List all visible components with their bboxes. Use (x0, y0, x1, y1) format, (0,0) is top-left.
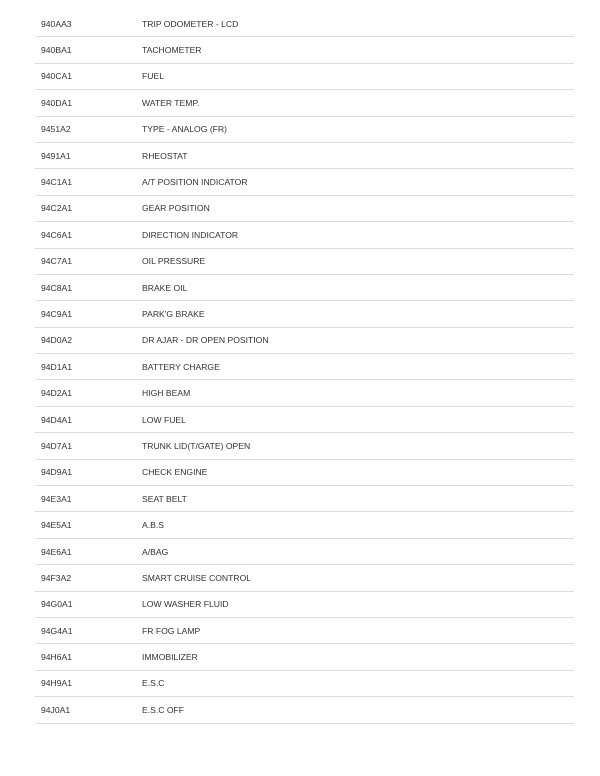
table-row (35, 671, 574, 697)
table-row (35, 275, 574, 301)
code-table (35, 11, 574, 724)
table-row (35, 380, 574, 406)
row-code: 94C9A1 (41, 308, 73, 319)
row-description: A.B.S (142, 520, 164, 531)
row-code: 940BA1 (41, 45, 72, 56)
row-description: SMART CRUISE CONTROL (142, 572, 252, 583)
row-code: 94C6A1 (41, 229, 73, 240)
table-row (35, 222, 574, 248)
row-code: 94D9A1 (41, 467, 73, 478)
row-description: FR FOG LAMP (142, 625, 201, 636)
row-code: 94G0A1 (41, 599, 73, 610)
table-row (35, 539, 574, 565)
row-code: 94F3A2 (41, 572, 72, 583)
row-description: TYPE - ANALOG (FR) (142, 124, 227, 135)
table-row (35, 565, 574, 591)
row-description: TRIP ODOMETER - LCD (142, 18, 239, 29)
row-description: E.S.C (142, 678, 165, 689)
row-code: 94C7A1 (41, 256, 73, 267)
row-description: E.S.C OFF (142, 704, 185, 715)
row-code: 940CA1 (41, 71, 73, 82)
row-description: A/BAG (142, 546, 169, 557)
row-code: 94C1A1 (41, 177, 73, 188)
row-description: DR AJAR - DR OPEN POSITION (142, 335, 269, 346)
table-row (35, 196, 574, 222)
row-description: TRUNK LID(T/GATE) OPEN (142, 440, 251, 451)
row-description: CHECK ENGINE (142, 467, 208, 478)
row-description: LOW FUEL (142, 414, 186, 425)
table-row (35, 11, 574, 37)
table-row (35, 249, 574, 275)
row-code: 94D7A1 (41, 440, 73, 451)
row-code: 940AA3 (41, 18, 72, 29)
table-row (35, 460, 574, 486)
row-description: WATER TEMP. (142, 97, 200, 108)
row-code: 9491A1 (41, 150, 71, 161)
table-row (35, 592, 574, 618)
row-description: BATTERY CHARGE (142, 361, 220, 372)
table-row (35, 37, 574, 63)
row-code: 94C8A1 (41, 282, 73, 293)
table-row (35, 407, 574, 433)
row-code: 94H9A1 (41, 678, 73, 689)
table-row (35, 301, 574, 327)
row-code: 94H6A1 (41, 652, 73, 663)
row-code: 940DA1 (41, 97, 73, 108)
table-row (35, 328, 574, 354)
row-code: 94E3A1 (41, 493, 72, 504)
row-description: GEAR POSITION (142, 203, 210, 214)
row-code: 94E6A1 (41, 546, 72, 557)
row-code: 94E5A1 (41, 520, 72, 531)
table-row (35, 354, 574, 380)
table-row (35, 90, 574, 116)
row-description: TACHOMETER (142, 45, 202, 56)
row-description: PARK'G BRAKE (142, 308, 205, 319)
row-description: SEAT BELT (142, 493, 187, 504)
table-row (35, 618, 574, 644)
row-description: A/T POSITION INDICATOR (142, 177, 248, 188)
table-row (35, 64, 574, 90)
table-row (35, 512, 574, 538)
row-description: HIGH BEAM (142, 388, 191, 399)
table-row (35, 433, 574, 459)
row-code: 94D4A1 (41, 414, 73, 425)
row-code: 94J0A1 (41, 704, 71, 715)
row-code: 94D1A1 (41, 361, 73, 372)
row-description: LOW WASHER FLUID (142, 599, 229, 610)
table-row (35, 697, 574, 723)
row-description: RHEOSTAT (142, 150, 188, 161)
table-row (35, 644, 574, 670)
table-row (35, 486, 574, 512)
row-code: 94C2A1 (41, 203, 73, 214)
row-code: 9451A2 (41, 124, 71, 135)
row-code: 94G4A1 (41, 625, 73, 636)
row-description: IMMOBILIZER (142, 652, 198, 663)
table-row (35, 169, 574, 195)
row-description: FUEL (142, 71, 164, 82)
row-description: BRAKE OIL (142, 282, 188, 293)
row-description: DIRECTION INDICATOR (142, 229, 239, 240)
row-description: OIL PRESSURE (142, 256, 206, 267)
row-code: 94D2A1 (41, 388, 73, 399)
table-row (35, 117, 574, 143)
row-code: 94D0A2 (41, 335, 73, 346)
table-row (35, 143, 574, 169)
